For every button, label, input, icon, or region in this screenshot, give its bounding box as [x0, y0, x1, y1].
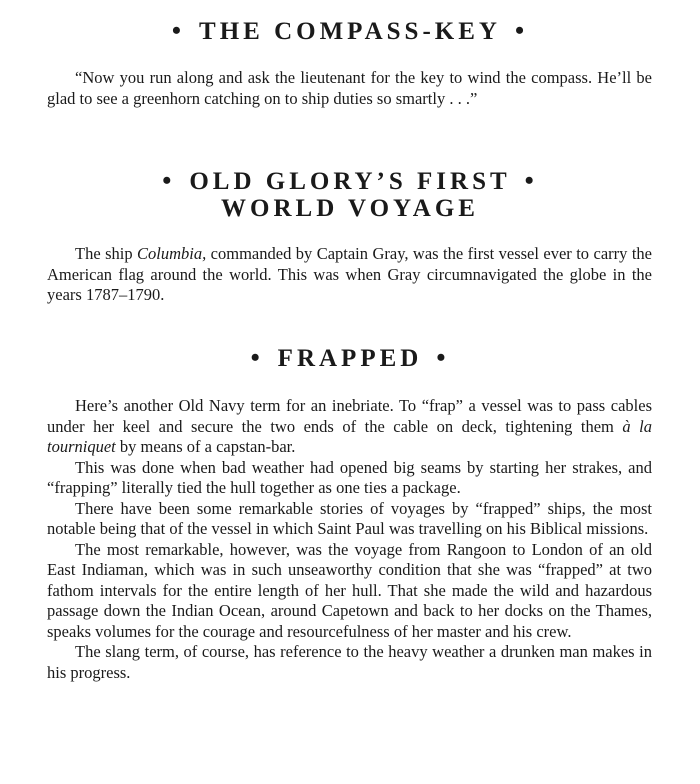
old-glory-title-line2: WORLD VOYAGE — [221, 195, 479, 222]
frapped-p1-b: by means of a capstan-bar. — [115, 437, 296, 456]
ship-name: Columbia, — [137, 244, 207, 263]
bullet-dot: • — [514, 16, 529, 45]
bullet-dot: • — [162, 166, 176, 195]
old-glory-heading-line2 — [0, 195, 700, 223]
frapped-heading — [0, 344, 700, 373]
frapped-paragraph-3: There have been some remarkable stories of voyages by “frapped” ships, the most notable being that of the vessel in which Saint Paul was travelling on his Biblical missions. — [47, 498, 652, 538]
old-glory-text — [47, 244, 652, 306]
bullet-dot: • — [524, 166, 538, 195]
bullet-dot: • — [436, 343, 450, 372]
old-glory-text-b: commanded by Captain Gray, was the first vessel ever to carry the American flag around the world. This was when Gray circumnavigated the globe in the years 1787–1790. — [47, 244, 652, 304]
frapped-title: FRAPPED — [277, 345, 423, 372]
compass-key-text: “Now you run along and ask the lieutenant for the key to wind the compass. He’ll be glad to see a greenhorn catching on to ship duties so smartly . . .” — [47, 68, 652, 108]
compass-key-paragraph — [47, 68, 652, 109]
old-glory-paragraph — [47, 244, 652, 306]
bullet-dot: • — [171, 16, 186, 45]
old-glory-text-a: The ship — [75, 244, 138, 263]
frapped-paragraph-5: The slang term, of course, has reference to the heavy weather a drunken man makes in his progress. — [47, 642, 652, 682]
frapped-paragraph-2: This was done when bad weather had opened big seams by starting her strakes, and “frapping” literally tied the hull together as one ties a package. — [47, 457, 652, 497]
compass-key-heading — [0, 17, 700, 46]
frapped-body — [47, 396, 652, 683]
frapped-p1-italic: à la tourniquet — [47, 416, 652, 456]
bullet-dot: • — [250, 343, 264, 372]
frapped-paragraph-1 — [47, 396, 652, 458]
old-glory-title-line1: OLD GLORY’S FIRST — [189, 168, 511, 195]
old-glory-heading — [0, 167, 700, 196]
compass-key-title: THE COMPASS-KEY — [199, 18, 501, 45]
frapped-paragraph-4: The most remarkable, however, was the voyage from Rangoon to London of an old East Indiaman, which was in such unseaworthy condition that she was “frapped” at two fathom intervals for the entire length of her hull. That she made the wild and hazardous passage down the Indian Ocean, around Capetown and back to her docks on the Thames, speaks volumes for the courage and resourcefulness of her master and his crew. — [47, 539, 652, 641]
frapped-p1-a: Here’s another Old Navy term for an inebriate. To “frap” a vessel was to pass cables under her keel and secure the two ends of the cable on deck, tightening them — [47, 396, 652, 436]
